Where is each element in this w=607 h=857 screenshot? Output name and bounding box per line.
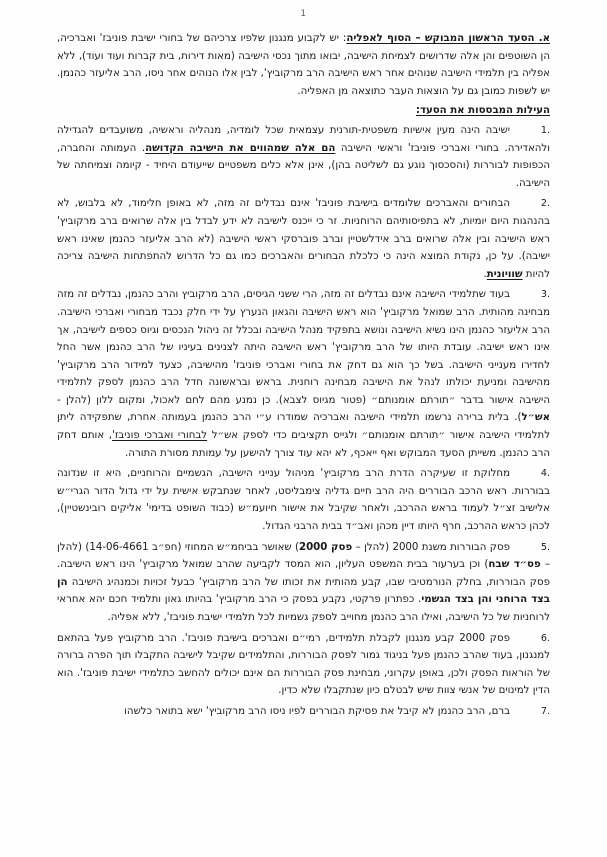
claim-number: 7. xyxy=(540,705,550,717)
claim-item xyxy=(57,630,550,700)
claim-number: 6. xyxy=(540,632,550,644)
claim-text-run: ישיבה הינה מעין אישיות משפטית-תורנית עצמאית שכל לומדיה, מנהליה וראשיה, משועבדים להגדילה ולהאדירה. בחורי ואברכי פוניבז' וראשי הישיבה xyxy=(57,124,550,154)
claim-text-run: ). בלית ברירה נרשמו תלמידי הישיבה ואברכיה שמודרו ע״י הרב כהנמן בעמותה אחרת, שתפקידה ליתן לתלמידי הישיבה אישור ״תורתם אומנותם״ ולגייס תקציבים כדי לספק אש״ל xyxy=(57,412,550,442)
claim-text-run: . xyxy=(483,268,487,280)
claim-text-run: פסק 2000 xyxy=(298,541,353,553)
section-a-heading-paragraph xyxy=(57,30,550,100)
claim-item xyxy=(57,703,550,721)
claim-text-run: , אותם דחק הרב כהנמן. משייתן הסעד המבוקש ואף ייאכף, לא יהא עוד צורך להישען על עמותת מסורת התורה. xyxy=(57,430,550,459)
claim-text xyxy=(124,706,524,717)
claims-subheading: העילות המבססות את הסעד: xyxy=(415,105,550,117)
claim-item xyxy=(57,539,550,627)
claim-item xyxy=(57,286,550,462)
claim-text xyxy=(57,125,550,189)
claim-text-run: ברם, הרב כהנמן לא קיבל את פסיקת הבוררים לפיו ניסו הרב מרקוביץ' ישא בתואר כלשהו xyxy=(124,705,510,717)
claim-text-run: פסק 2000 קבע מנגנון לקבלת תלמידים, רמי״ם ואברכים בישיבת פוניבז'. הרב מרקוביץ פעל בהתאם למנגנון, בעוד שהרב כהנמן פעל בניגוד גמור לפסק הבוררות, והתלמידים שקיבל לישיבה התקבלו תוך הפרה ברורה של הוראות הפסק ולכן, באופן עקרוני, מבחינת פסק הבוררות הם אינם יכולים להחשב כתלמידי ישיבת פוניבז'. הוא הדין למינוים של אנשי צוות שיש לבטלם כיון שנתקבלו שלא כדין. xyxy=(57,632,550,697)
claim-number: 1. xyxy=(540,124,550,136)
claim-text-run: פס״ד שבח xyxy=(488,559,541,571)
claim-item xyxy=(57,195,550,283)
claim-number: 4. xyxy=(540,468,550,480)
claim-text xyxy=(57,198,550,279)
page-number: 1 xyxy=(300,9,307,19)
claim-text-run: אש״ל xyxy=(521,412,550,424)
section-a-title: א. הסעד הראשון המבוקש – הסוף לאפליה xyxy=(346,33,551,44)
claim-item xyxy=(57,465,550,535)
claim-text-run: הם אלה שמהווים את הישיבה הקדושה xyxy=(145,142,336,154)
claim-text xyxy=(57,468,550,532)
section-a-body: יש לקבוע מנגנון שלפיו צרכיהם של בחורי ישיבת פוניבז' ואברכיה, הן השוטפים והן אלה שדרושים לצמיחת הישיבה, יבואו מתוך נכסי הישיבה (מאות דירות, בית קברות ועוד ועוד), ללא אפליה בין תלמידי הישיבה שנוהים אחר ראש הישיבה הרב מרקוביץ', לבין אלו הנוהים אחר ניסו, הרב אליעזר כהנמן. יש לשפות כמובן גם על הוצאות העבר כתוצאה מן האפליה. xyxy=(57,33,550,97)
claim-number: 3. xyxy=(540,289,550,301)
claim-text-run: ) וכן בערעור בבית המשפט העליון, הוא המסד לקביעה שהרב שמואל מרקוביץ' הינו ראש הישיבה. פסק הבוררות, בחלק הנורמטיבי שבו, קבע מהותית את זכותו של הרב מרקוביץ' כבעל זכויות וכמנהיג הישיבה xyxy=(57,559,550,588)
claims-list xyxy=(57,122,550,721)
claim-text-run: ) שאושר בביחמ״ש המחוזי (חפ״ב 14-06-4661) (להלן – xyxy=(57,541,550,571)
claim-number: 2. xyxy=(540,198,550,210)
claim-text-run: שוויונית xyxy=(486,268,523,280)
claim-item xyxy=(57,122,550,192)
section-a-colon: : xyxy=(342,33,347,44)
claim-text-run: הן בצד הרוחני והן בצד הגשמי xyxy=(57,576,551,606)
claim-text xyxy=(57,289,550,458)
claim-text xyxy=(57,542,550,623)
claim-text-run: לבחורי ואברכי פוניבז' xyxy=(112,430,208,442)
document-body xyxy=(57,30,550,724)
claim-text-run: הבחורים והאברכים שלומדים בישיבת פוניבז' אינם נבדלים זה מזה, לא באופן חלימוד, לא בלבוש, לא בהנהגות היום יומיות, לא בתפיסותיהם הרוחניות. זר כי ייכנס לישיבה לא ידע לבדל בין אלה שרואים ברב מרקוביץ' ראש הישיבה ובין אלה שרואים ברב אידלשטיין וברב פוברסקי ראשי הישיבה (לא הרב אליעזר כהנמן שאינו ראש ישיבה). על כן, נקודת המוצא הינה כי כלכלת הבחורים והאברכים כמו גם כל הדרוש להתפתחות הישיבה צריכה להיות xyxy=(57,198,550,280)
claim-number: 5. xyxy=(540,541,550,553)
claim-text-run: . כפתרון פרקטי, נקבע בפסק כי הרב מרקוביץ' בהיותו גאון ותלמיד חכם יהא אחראי לרוחניות של כל הישיבה, ואילו הרב כהנמן מחוייב לספק גשמיות לכל תלמידי ישיבת פוניבז', ללא אפליה. xyxy=(57,594,550,623)
claim-text-run: . העמותה והחברה, הכפופות לבוררות (והסכסוך נוגע גם לשליטה בהן), אינן אלא כלים משפטיים שייעודם היחיד - קיומה וצמיחתה של הישיבה. xyxy=(57,142,550,189)
claim-text xyxy=(57,633,550,697)
claim-text-run: בעוד שתלמידי הישיבה אינם נבדלים זה מזה, הרי ששני הגיסים, הרב מרקוביץ והרב כהנמן, נבדלים זה מזה מבחינה מהותית. הרב שמואל מרקוביץ' הוא ראש הישיבה והגאון הנערץ על ידי חלק נכבד מבחורי ואברכי הישיבה. הרב אליעזר כהנמן הינו נשיא הישיבה ונושא בתפקיד מנהל הישיבה ובכלל זה ניהול הנכסים וגיוס כספים לישיבה, אך אינו ראש ישיבה. עובדת היותו של הרב מרקוביץ' ראש הישיבה היתה לצנינים בעיניו של הרב כהנמן אשר החל לחדירו מענייני הישיבה. בשל כך הוא גם דחק את בחורי ואברכי פוניבז' מהישיבה, כצעד למידור הרב מרקוביץ' מהישיבה ומניעת יכולתו לנהל את הישיבה מבחינה רוחנית. בראש ובראשונה חדל הרב כהנמן לספק לתלמידי הישיבה אישור בדבר ״תורתם אומנותם״ (פטור מגיוס לצבא). כן נמנע מהם לחם לאכול, ומקום ללון (להלן - xyxy=(57,289,550,406)
claim-text-run: פסק הבוררות משנת 2000 (להלן – xyxy=(352,541,510,553)
claim-text-run: מחלוקת זו שעיקרה הדרת הרב מרקוביץ' מניהול ענייני הישיבה, הגשמיים והרוחניים, היא זו שנדונה בבוררות. ראש הרכב הבוררים היה הרב חיים גדליה צימבליסט, לאחר שנתבקש אישית על ידי גדול הדור הגרי״ש אלישיב זצ״ל לעמוד בראש ההרכב, ולאחר שקיבל את אישור חיועמ״ש (כבוד השופט בדימי' אליקים רובינשטיין), לכהן כראש ההרכב, חרף היותו דיין מכהן ואב״ד בבית הרבני הגדול. xyxy=(57,468,550,533)
